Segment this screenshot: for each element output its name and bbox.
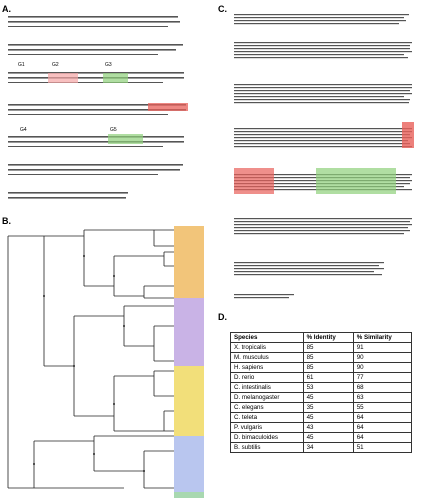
panel-b-tree-graphic (4, 226, 218, 498)
species-cell: D. rerio (231, 373, 304, 383)
panel-label-c: C. (218, 4, 227, 14)
motif-label-g2: G2 (52, 62, 59, 68)
panel-a-alignment-graphic (8, 14, 208, 204)
similarity-cell: 64 (353, 433, 411, 443)
table-row (231, 423, 412, 433)
table-row (231, 443, 412, 453)
species-cell: C. teleta (231, 413, 304, 423)
panel-label-d: D. (218, 312, 227, 322)
similarity-cell: 63 (353, 393, 411, 403)
panel-c-alignment-graphic (226, 12, 418, 308)
species-cell: D. melanogaster (231, 393, 304, 403)
species-cell: H. sapiens (231, 363, 304, 373)
panel-c-alignment (226, 12, 418, 308)
identity-cell: 45 (303, 433, 353, 443)
species-cell: B. subtilis (231, 443, 304, 453)
species-cell: D. bimaculoides (231, 433, 304, 443)
identity-cell: 85 (303, 363, 353, 373)
similarity-cell: 90 (353, 353, 411, 363)
similarity-cell: 68 (353, 383, 411, 393)
identity-cell: 45 (303, 413, 353, 423)
table-header-row (231, 333, 412, 343)
species-cell: C. intestinalis (231, 383, 304, 393)
table-row (231, 353, 412, 363)
species-cell: M. musculus (231, 353, 304, 363)
species-cell: C. elegans (231, 403, 304, 413)
similarity-cell: 64 (353, 423, 411, 433)
table-row (231, 363, 412, 373)
header-similarity: % Similarity (353, 333, 411, 343)
similarity-cell: 51 (353, 443, 411, 453)
identity-cell: 35 (303, 403, 353, 413)
identity-cell: 85 (303, 343, 353, 353)
similarity-cell: 55 (353, 403, 411, 413)
identity-cell: 43 (303, 423, 353, 433)
panel-b-tree (4, 226, 218, 498)
identity-cell: 53 (303, 383, 353, 393)
table-row (231, 413, 412, 423)
identity-cell: 61 (303, 373, 353, 383)
motif-label-g5: G5 (110, 127, 117, 133)
table-row (231, 403, 412, 413)
panel-a-alignment (8, 14, 208, 204)
identity-cell: 85 (303, 353, 353, 363)
similarity-cell: 77 (353, 373, 411, 383)
species-cell: P. vulgaris (231, 423, 304, 433)
similarity-cell: 90 (353, 363, 411, 373)
header-identity: % Identity (303, 333, 353, 343)
panel-label-b: B. (2, 216, 11, 226)
panel-label-a: A. (2, 4, 11, 14)
identity-cell: 45 (303, 393, 353, 403)
table-row (231, 383, 412, 393)
species-cell: X. tropicalis (231, 343, 304, 353)
motif-label-g1: G1 (18, 62, 25, 68)
header-species: Species (231, 333, 304, 343)
similarity-cell: 91 (353, 343, 411, 353)
table-row (231, 393, 412, 403)
identity-similarity-table (230, 332, 412, 453)
table-row (231, 343, 412, 353)
motif-label-g4: G4 (20, 127, 27, 133)
table-row (231, 433, 412, 443)
table-row (231, 373, 412, 383)
identity-cell: 34 (303, 443, 353, 453)
motif-label-g3: G3 (105, 62, 112, 68)
similarity-cell: 64 (353, 413, 411, 423)
